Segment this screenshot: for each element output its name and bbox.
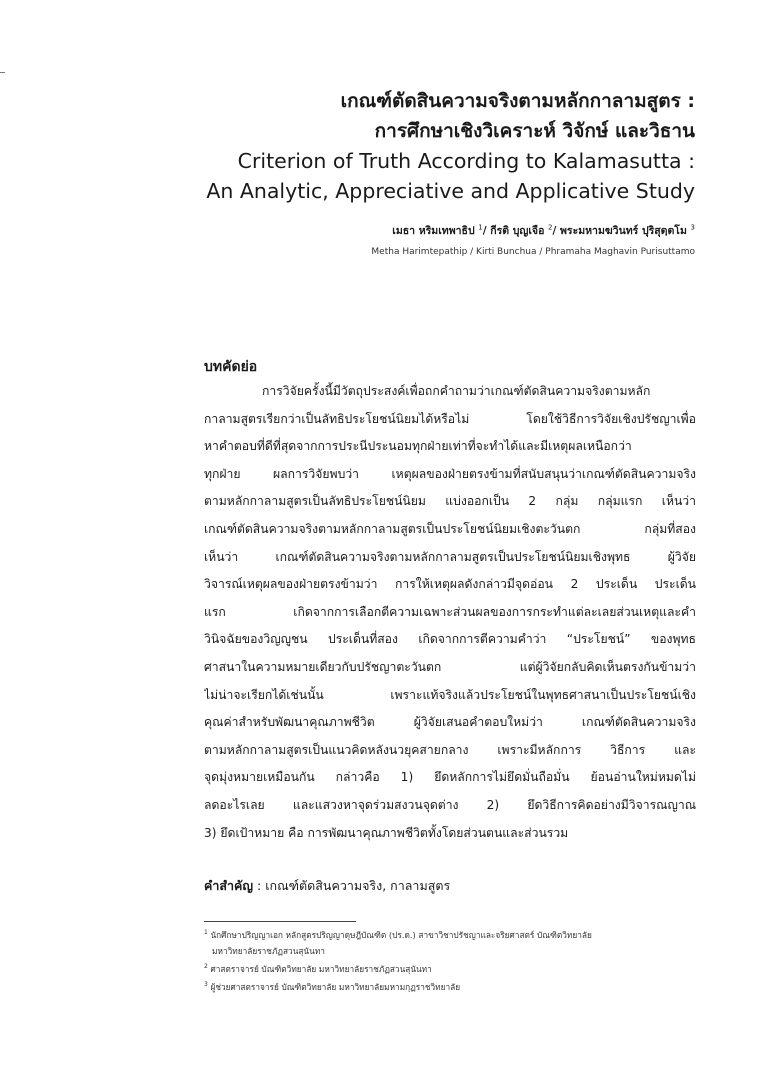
footnotes	[204, 925, 704, 994]
author-footnote-mark[interactable]: 2	[548, 223, 553, 232]
abstract-line: กาลามสูตรเรียกว่าเป็นลัทธิประโยชน์นิยมได้หรือไม่ โดยใช้วิธีการวิจัยเชิงปรัชญาเพื่อ	[204, 411, 696, 426]
abstract-line: จุดมุ่งหมายเหมือนกัน กล่าวคือ 1) ยึดหลักการไม่ยึดมั่นถือมั่น ย้อนอ่านใหม่หมดไม่	[204, 770, 696, 785]
abstract-line: ลดอะไรเลย และแสวงหาจุดร่วมสงวนจุดต่าง 2) ยึดวิธีการคิดอย่างมีวิจารณญาณ	[204, 797, 696, 812]
abstract-line: เกณฑ์ตัดสินความจริงตามหลักกาลามสูตรเป็นประโยชน์นิยมเชิงตะวันตก กลุ่มที่สอง	[204, 521, 696, 536]
footnote-text: นักศึกษาปริญญาเอก หลักสูตรปริญญาดุษฎีบัณฑิต (ปร.ด.) สาขาวิชาปรัชญาและจริยศาสตร์ บัณฑิตวิทยาลัย	[210, 929, 592, 940]
abstract-line: 3) ยึดเป้าหมาย คือ การพัฒนาคุณภาพชีวิตทั้งโดยส่วนตนและส่วนรวม	[204, 825, 569, 840]
abstract-line: เห็นว่า เกณฑ์ตัดสินความจริงตามหลักกาลามสูตรเป็นประโยชน์นิยมเชิงพุทธ ผู้วิจัย	[204, 549, 696, 564]
keywords-label: คำสำคัญ	[204, 878, 254, 893]
footnote-divider	[204, 921, 356, 922]
footnote-item	[204, 925, 704, 959]
page-edge-mark	[0, 72, 5, 73]
keywords-colon: :	[257, 878, 262, 893]
abstract-line: ศาสนาในความหมายเดียวกับปรัชญาตะวันตก แต่ผู้วิจัยกลับคิดเห็นตรงกันข้ามว่า	[204, 659, 696, 674]
abstract-line: หาคำตอบที่ดีที่สุดจากการประนีประนอมทุกฝ่ายเท่าที่จะทำได้และมีเหตุผลเหนือกว่า	[204, 439, 632, 454]
abstract-line: ตามหลักกาลามสูตรเป็นแนวคิดหลังนวยุคสายกลาง เพราะมีหลักการ วิธีการ และ	[204, 742, 696, 757]
author-separator: /	[482, 225, 487, 237]
english-title-line-1: Criterion of Truth According to Kalamasutta :	[237, 149, 695, 173]
footnote-text: ศาสตราจารย์ บัณฑิตวิทยาลัย มหาวิทยาลัยราชภัฏสวนสุนันทา	[210, 963, 432, 974]
author-footnote-mark[interactable]: 3	[690, 223, 695, 232]
keywords-line	[204, 876, 450, 896]
footnote-text-continued: มหาวิทยาลัยราชภัฏสวนสุนันทา	[212, 945, 325, 956]
author-name: กีรติ บุญเจือ	[490, 225, 545, 237]
keywords-value: เกณฑ์ตัดสินความจริง, กาลามสูตร	[265, 878, 451, 893]
footnote-item	[204, 977, 704, 995]
abstract-line: ตามหลักกาลามสูตรเป็นลัทธิประโยชน์นิยม แบ่งออกเป็น 2 กลุ่ม กลุ่มแรก เห็นว่า	[204, 494, 696, 509]
abstract-line: คุณค่าสำหรับพัฒนาคุณภาพชีวิต ผู้วิจัยเสนอคำตอบใหม่ว่า เกณฑ์ตัดสินความจริง	[204, 715, 696, 730]
author-separator: /	[552, 225, 557, 237]
footnote-item	[204, 959, 704, 977]
footnote-mark: 3	[204, 980, 208, 988]
author-footnote-mark[interactable]: 1	[478, 223, 483, 232]
abstract-line: การวิจัยครั้งนี้มีวัตถุประสงค์เพื่อถกคำถามว่าเกณฑ์ตัดสินความจริงตามหลัก	[262, 384, 651, 398]
thai-title-line-2: การศึกษาเชิงวิเคราะห์ วิจักษ์ และวิธาน	[374, 120, 695, 142]
footnote-text: ผู้ช่วยศาสตราจารย์ บัณฑิตวิทยาลัย มหาวิทยาลัยมหามกุฏราชวิทยาลัย	[210, 981, 461, 992]
abstract-line: แรก เกิดจากการเลือกตีความเฉพาะส่วนผลของการกระทำแต่ละเลยส่วนเหตุและคำ	[204, 604, 696, 619]
abstract-line: วิจารณ์เหตุผลของฝ่ายตรงข้ามว่า การให้เหตุผลดังกล่าวมีจุดอ่อน 2 ประเด็น ประเด็น	[204, 577, 696, 592]
author-name: พระมหามฆวินทร์ ปุริสุตฺตโม	[560, 225, 687, 237]
footnote-mark: 1	[204, 929, 208, 936]
abstract-heading: บทคัดย่อ	[204, 359, 258, 375]
title-block	[55, 86, 695, 206]
author-name: เมธา หริมเทพาธิป	[392, 225, 475, 237]
english-title-line-2: An Analytic, Appreciative and Applicative Study	[206, 179, 695, 203]
abstract-line: ไม่น่าจะเรียกได้เช่นนั้น เพราะแท้จริงแล้วประโยชน์ในพุทธศาสนาเป็นประโยชน์เชิง	[204, 687, 696, 702]
thai-author-line	[392, 222, 695, 239]
thai-title-line-1: เกณฑ์ตัดสินความจริงตามหลักกาลามสูตร :	[340, 90, 695, 112]
footnote-mark: 2	[204, 962, 208, 970]
abstract-body	[204, 378, 696, 847]
abstract-line: ทุกฝ่าย ผลการวิจัยพบว่า เหตุผลของฝ่ายตรงข้ามที่สนับสนุนว่าเกณฑ์ตัดสินความจริง	[204, 466, 696, 481]
english-author-line: Metha Harimtepathip / Kirti Bunchua / Phramaha Maghavin Purisuttamo	[371, 247, 695, 257]
abstract-line: วินิจฉัยของวิญญูชน ประเด็นที่สอง เกิดจากการตีความคำว่า “ประโยชน์” ของพุทธ	[204, 632, 696, 647]
